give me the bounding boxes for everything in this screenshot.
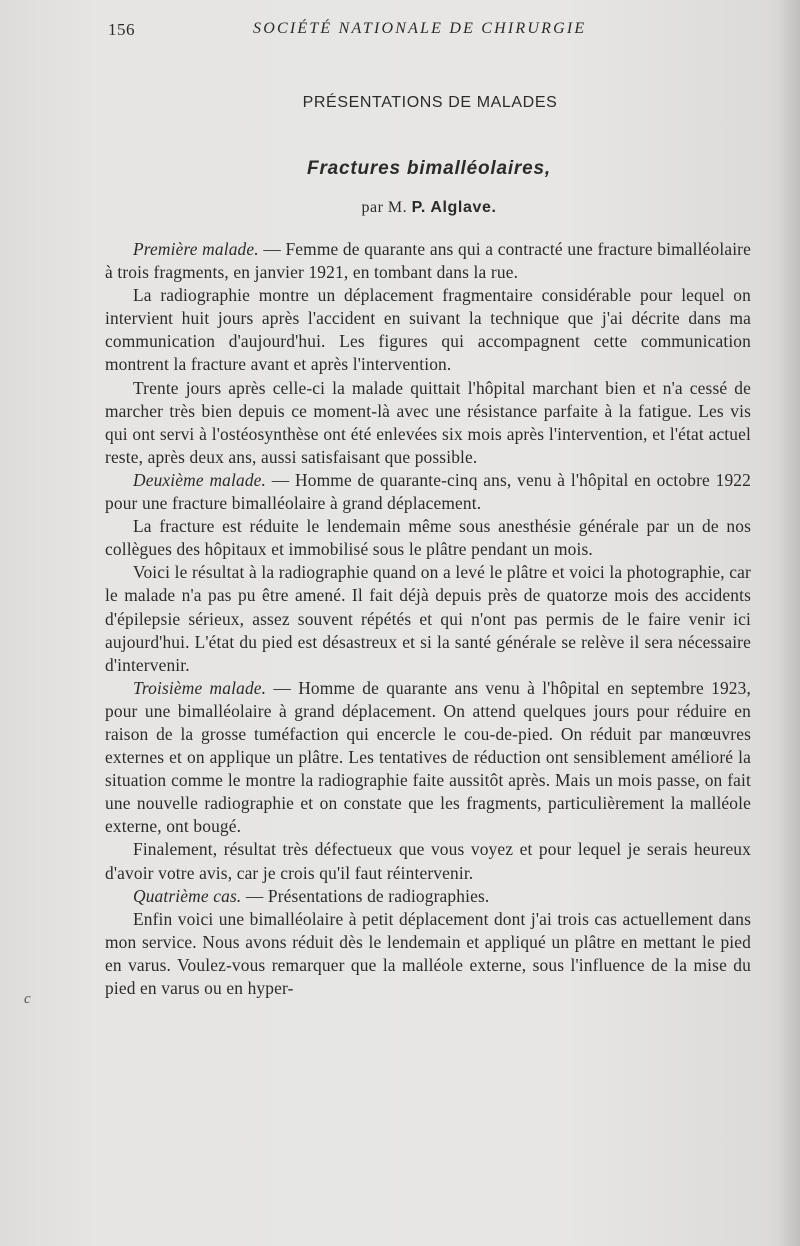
paragraph xyxy=(105,677,751,839)
paragraph xyxy=(105,515,751,561)
paragraph xyxy=(105,238,751,284)
author-name: P. Alglave. xyxy=(411,199,497,216)
paragraph xyxy=(105,885,751,908)
case-label: Deuxième malade. xyxy=(133,469,267,490)
paragraph-text: Enfin voici une bimalléolaire à petit déplacement dont j'ai trois cas actuellement dans mon service. Nous avons réduit dès le lendemain et appliqué un plâtre en mettant le pied en varus. Voulez-vous remarquer que la malléole externe, sous l'influence de la mise du pied en varus ou en hyper- xyxy=(105,908,751,998)
paragraph-text: — Présentations de radiographies. xyxy=(241,885,490,906)
paragraph-text: — Homme de quarante ans venu à l'hôpital en septembre 1923, pour une bimalléolaire à grand déplacement. On attend quelques jours pour réduire en raison de la grosse tuméfaction qui encercle le cou-de-pied. On réduit par manœuvres externes et on applique un plâtre. Les tentatives de réduction ont sensiblement amélioré la situation comme le montre la radiographie faite aussitôt après. Mais un mois passe, on fait une nouvelle radiographie et on constate que les fragments, particulièrement la malléole externe, ont bougé. xyxy=(105,677,751,837)
article-title: Fractures bimalléolaires, xyxy=(307,158,551,179)
journal-title: SOCIÉTÉ NATIONALE DE CHIRURGIE xyxy=(253,20,587,37)
paragraph xyxy=(105,561,751,676)
paragraph xyxy=(105,377,751,469)
paragraph-text: Finalement, résultat très défectueux que vous voyez et pour lequel je serais heureux d'avoir votre avis, car je crois qu'il faut réintervenir. xyxy=(105,839,751,883)
paragraph xyxy=(105,838,751,884)
paragraph xyxy=(105,908,751,1000)
paragraph-text: Voici le résultat à la radiographie quand on a levé le plâtre et voici la photographie, car le malade n'a pas pu être amené. Il fait déjà depuis près de quatorze mois des accidents d'épilepsie sérieux, assez souvent répétés et qui n'ont pas permis de le faire venir ici aujourd'hui. L'état du pied est désastreux et si la santé générale se relève il sera nécessaire d'intervenir. xyxy=(105,562,751,675)
margin-mark: c xyxy=(24,991,31,1007)
byline-prefix: par M. xyxy=(361,199,408,216)
case-label: Troisième malade. xyxy=(133,677,267,698)
paragraph-text: La radiographie montre un déplacement fragmentaire considérable pour lequel on intervient huit jours après l'accident en suivant la technique que j'ai décrite dans ma communication d'aujourd'hui. Les figures qui accompagnent cette communication montrent la fracture avant et après l'intervention. xyxy=(105,285,751,375)
case-label: Première malade. xyxy=(133,239,259,259)
paragraph-text: — Femme de quarante ans qui a contracté une fracture bimalléolaire à trois fragments, en janvier 1921, en tombant dans la rue. xyxy=(105,239,751,283)
paragraph-text: La fracture est réduite le lendemain même sous anesthésie générale par un de nos collègues des hôpitaux et immobilisé sous le plâtre pendant un mois. xyxy=(105,516,751,560)
page-number: 156 xyxy=(108,20,135,39)
section-heading: PRÉSENTATIONS DE MALADES xyxy=(302,94,558,111)
paragraph xyxy=(105,284,751,376)
page-edge-shadow xyxy=(778,0,800,1246)
paragraph xyxy=(105,469,751,515)
paragraph-text: Trente jours après celle-ci la malade quittait l'hôpital marchant bien et n'a cessé de marcher très bien depuis ce moment-là avec une résistance parfaite à la fatigue. Les vis qui ont servi à l'ostéosynthèse ont été enlevées six mois après l'intervention, et l'état actuel reste, après deux ans, aussi satisfaisant que possible. xyxy=(105,377,751,467)
case-label: Quatrième cas. xyxy=(133,885,242,906)
byline xyxy=(0,199,800,217)
article-body xyxy=(105,238,751,1000)
running-head xyxy=(108,20,753,44)
paragraph-text: — Homme de quarante-cinq ans, venu à l'hôpital en octobre 1922 pour une fracture bimalléolaire à grand déplacement. xyxy=(105,469,751,514)
